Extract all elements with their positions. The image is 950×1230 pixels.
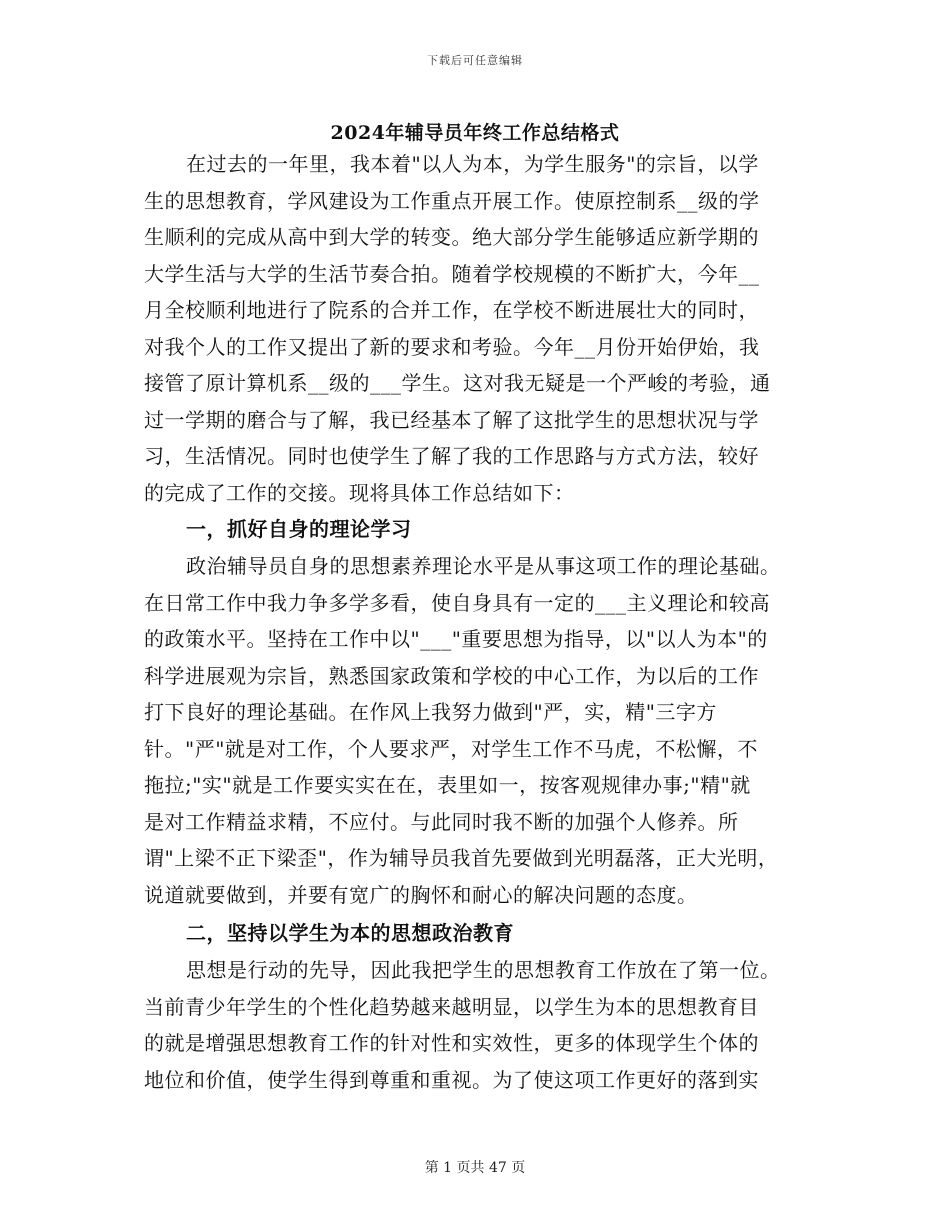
paragraph-line: 思想是行动的先导，因此我把学生的思想教育工作放在了第一位。 — [186, 958, 781, 982]
paragraph-line: 在过去的一年里，我本着"以人为本，为学生服务"的宗旨，以学 — [186, 152, 759, 176]
paragraph-line: 习，生活情况。同时也使学生了解了我的工作思路与方式方法，较好 — [144, 444, 759, 468]
paragraph-line: 谓"上梁不正下梁歪"，作为辅导员我首先要做到光明磊落，正大光明， — [144, 846, 779, 870]
section-2-paragraph — [144, 952, 812, 1098]
intro-paragraph — [144, 146, 812, 511]
paragraph-line: 说道就要做到，并要有宽广的胸怀和耐心的解决问题的态度。 — [144, 882, 698, 907]
document-title: 2024年辅导员年终工作总结格式 — [330, 122, 620, 144]
paragraph-line: 拖拉;"实"就是工作要实实在在，表里如一，按客观规律办事;"精"就 — [144, 773, 751, 797]
paragraph-line: 月全校顺利地进行了院系的合并工作，在学校不断进展壮大的同时， — [144, 298, 759, 322]
paragraph-line: 过一学期的磨合与了解，我已经基本了解了这批学生的思想状况与学 — [144, 407, 759, 432]
paragraph-line: 的就是增强思想教育工作的针对性和实效性，更多的体现学生个体的 — [144, 1031, 759, 1055]
header-note: 下载后可任意编辑 — [427, 54, 523, 67]
paragraph-line: 针。"严"就是对工作，个人要求严，对学生工作不马虎，不松懈，不 — [144, 736, 758, 761]
paragraph-line: 的完成了工作的交接。现将具体工作总结如下： — [144, 480, 575, 505]
paragraph-line: 大学生活与大学的生活节奏合拍。随着学校规模的不断扩大，今年__ — [144, 261, 760, 286]
paragraph-line: 的政策水平。坚持在工作中以"___"重要思想为指导，以"以人为本"的 — [144, 627, 768, 651]
paragraph-line: 接管了原计算机系__级的___学生。这对我无疑是一个严峻的考验，通 — [144, 371, 771, 395]
section-heading-2: 二，坚持以学生为本的思想政治教育 — [186, 921, 514, 945]
paragraph-line: 地位和价值，使学生得到尊重和重视。为了使这项工作更好的落到实 — [144, 1067, 759, 1092]
paragraph-line: 在日常工作中我力争多学多看，使自身具有一定的___主义理论和较高 — [144, 590, 770, 615]
paragraph-line: 对我个人的工作又提出了新的要求和考验。今年__月份开始伊始，我 — [144, 334, 760, 359]
paragraph-line: 生顺利的完成从高中到大学的转变。绝大部分学生能够适应新学期的 — [144, 225, 759, 249]
section-1-paragraph — [144, 548, 812, 913]
paragraph-line: 打下良好的理论基础。在作风上我努力做到"严，实，精"三字方 — [144, 700, 717, 724]
paragraph-line: 是对工作精益求精，不应付。与此同时我不断的加强个人修养。所 — [144, 809, 739, 834]
document-body — [144, 146, 812, 1098]
paragraph-line: 政治辅导员自身的思想素养理论水平是从事这项工作的理论基础。 — [186, 554, 781, 578]
paragraph-line: 生的思想教育，学风建设为工作重点开展工作。使原控制系__级的学 — [144, 188, 760, 213]
page-number-footer: 第 1 页共 47 页 — [424, 1160, 526, 1176]
section-heading-1: 一，抓好自身的理论学习 — [186, 517, 412, 541]
paragraph-line: 当前青少年学生的个性化趋势越来越明显，以学生为本的思想教育目 — [144, 994, 759, 1019]
paragraph-line: 科学进展观为宗旨，熟悉国家政策和学校的中心工作，为以后的工作 — [144, 663, 759, 688]
